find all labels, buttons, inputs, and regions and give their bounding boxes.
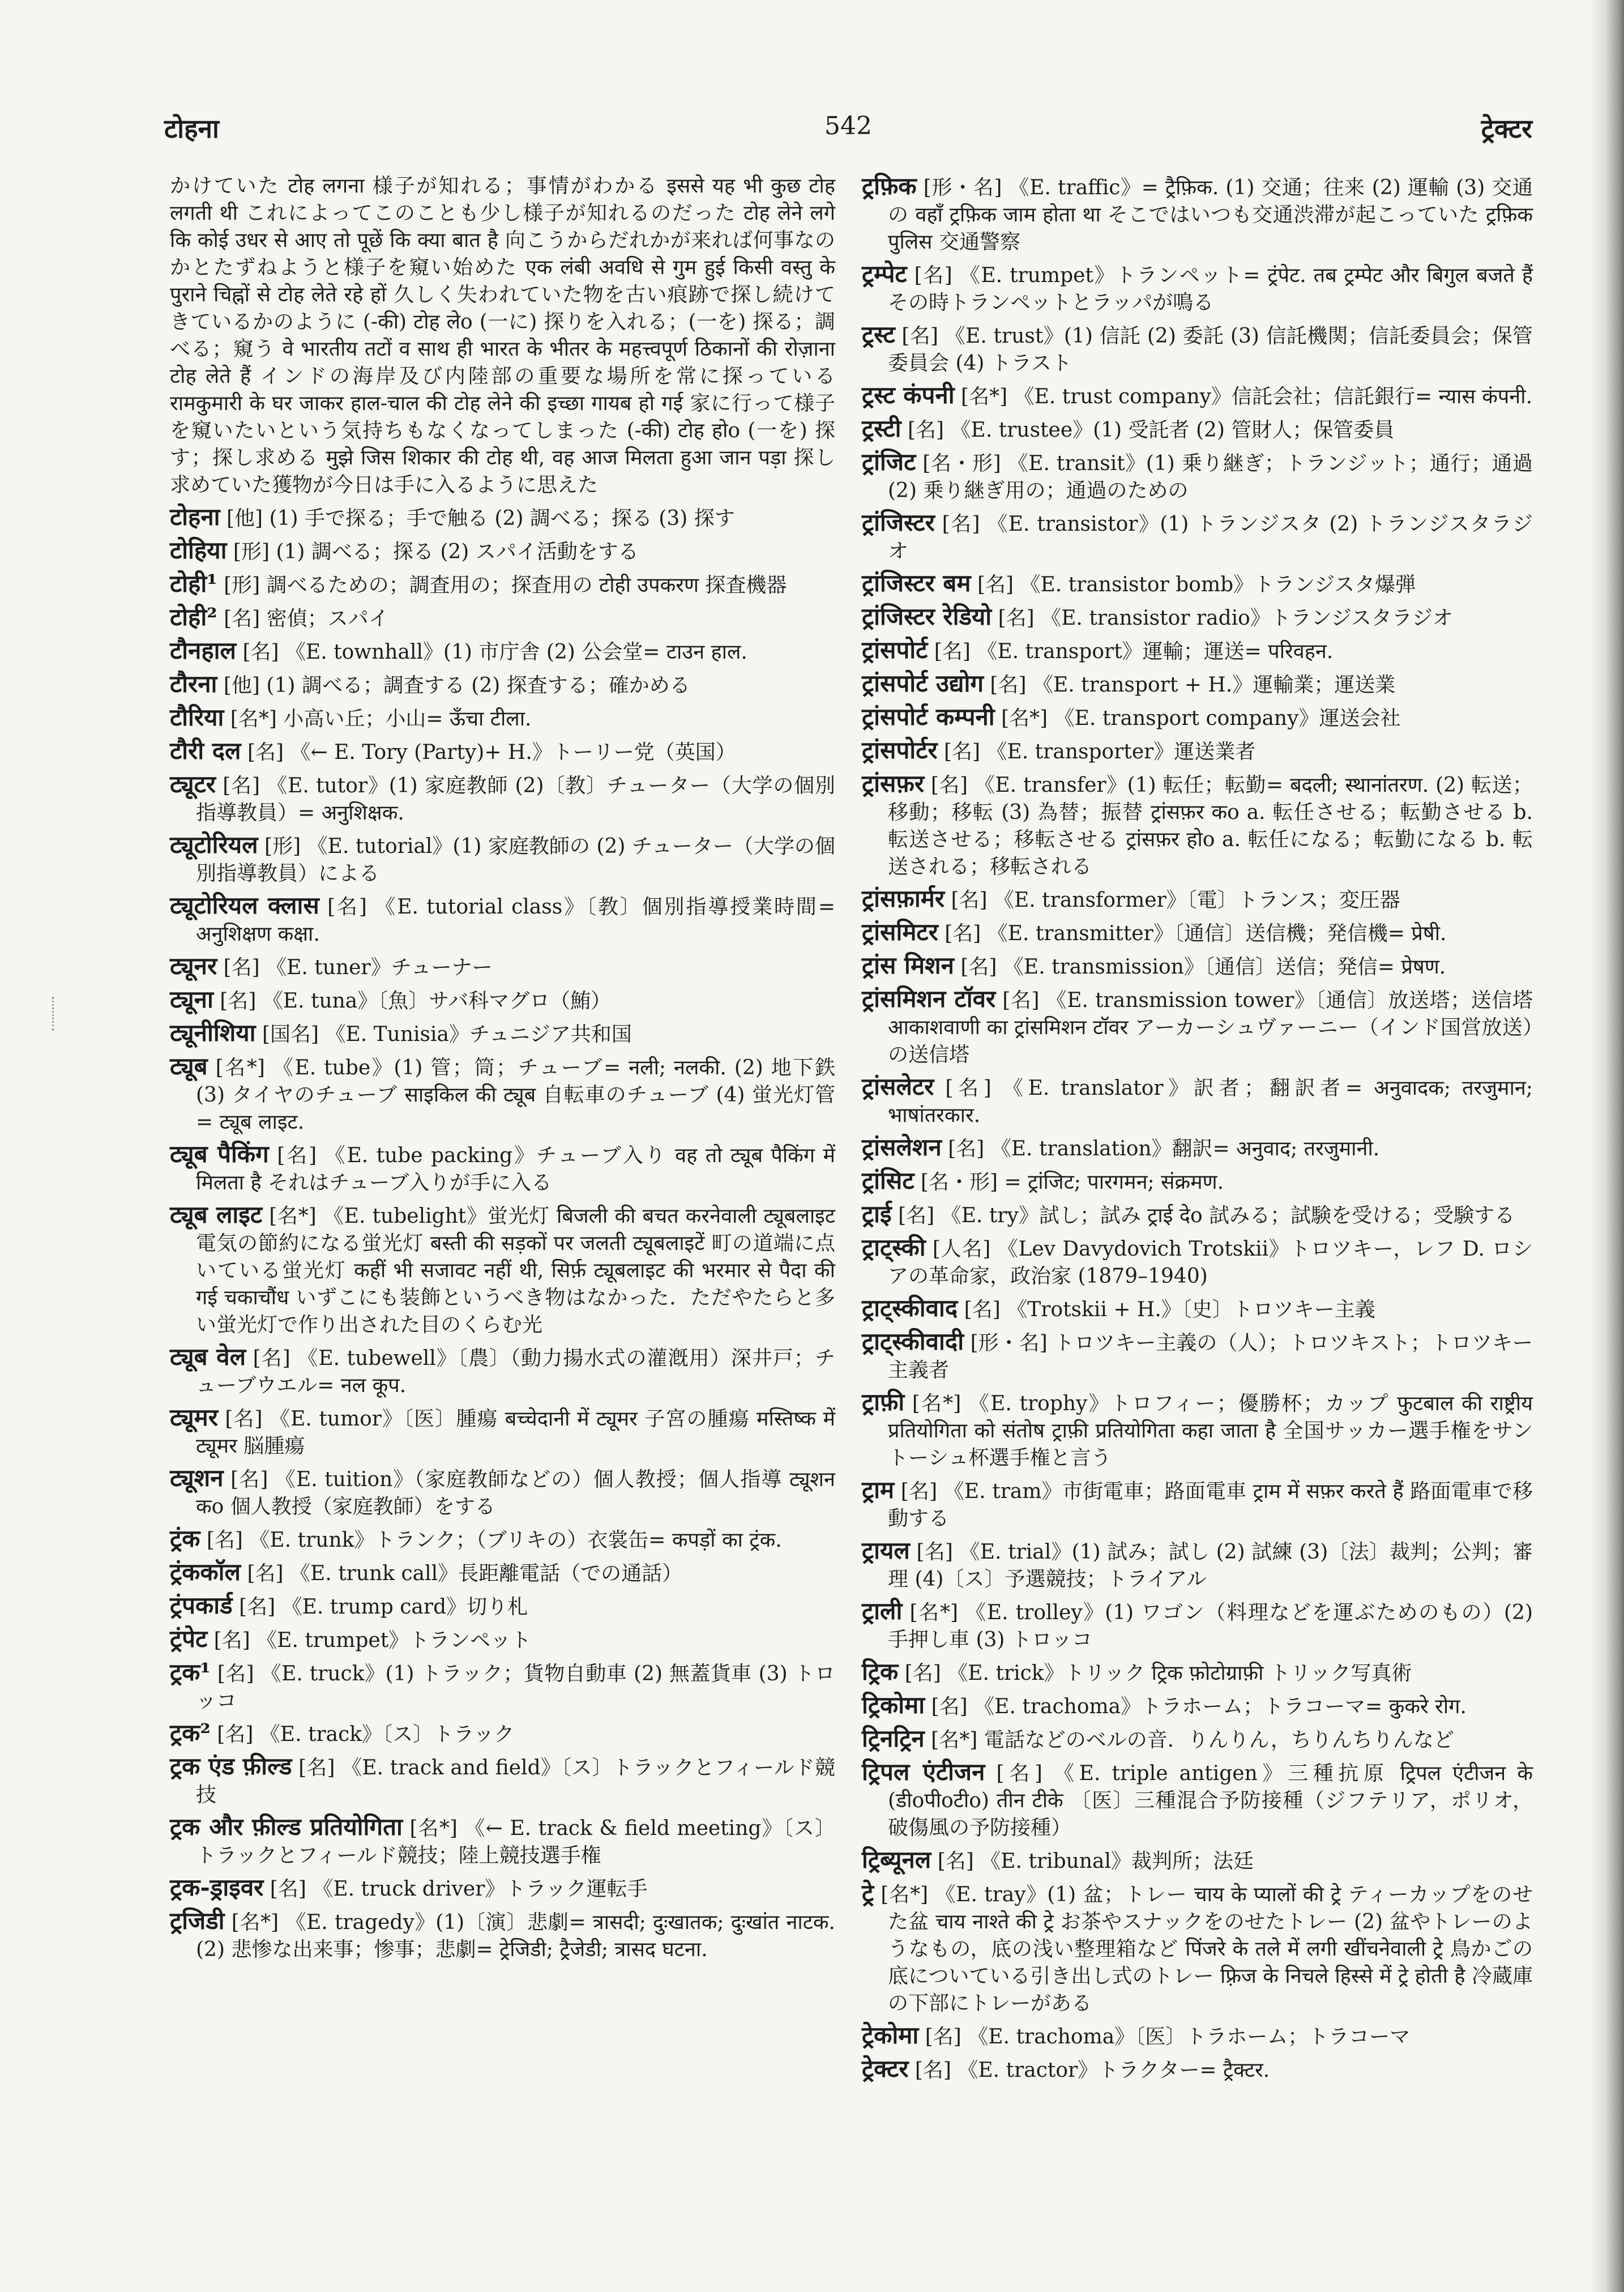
entry-headword: ट्रफ़िक — [862, 172, 917, 200]
dictionary-entry — [862, 415, 1533, 444]
entry-headword: ट्रंपकार्ड — [170, 1591, 233, 1619]
entry-headword: ट्रिब्यूनल — [862, 1846, 931, 1873]
dictionary-entry — [862, 985, 1533, 1069]
entry-headword: ट्राली — [862, 1597, 903, 1625]
entry-definition: [名] 《E. trust》(1) 信託 (2) 委託 (3) 信託機関；信託委員会；保管委員会 (4) トラスト — [888, 325, 1533, 375]
dictionary-entry — [862, 449, 1533, 505]
entry-headword: टोहिया — [170, 536, 227, 564]
entry-headword: टौरी दल — [170, 737, 241, 765]
entry-definition: かけていた टोह लगना 様子が知れる；事情がわかる इससे यह भी कुछ टोह लगती थी これによってこのことも少し様子が知れるのだった टोह लेने लगे कि कोई उधर से आए तो पूछें कि क्या बात है 向こうからだれかが来れば何事なのかとたずねようと様子を窺い始めた एक लंबी अवधि से गुम हुई किसी वस्तु के पुराने चिह्नों से टोह लेते रहे हों 久しく失われていた物を古い痕跡で探し続けてきているかのように (-की) टोह लेo (一に) 探りを入れる；(一を) 探る；調べる；窺う वे भारतीय तटों व साथ ही भारत के भीतर के महत्त्वपूर्ण ठिकानों की रोज़ाना टोह लेते हैं インドの海岸及び内陸部の重要な場所を常に探っている रामकुमारी के घर जाकर हाल-चाल की टोह लेने की इच्छा गायब हो गई 家に行って様子を窺いたいという気持ちもなくなってしまった (-की) टोह होo (一を) 探す；探し求める मुझे जिस शिकार की टोह थी, वह आज मिलता हुआ जान पड़ा 探し求めていた獲物が今日は手に入るように思えた — [170, 174, 835, 497]
dictionary-entry — [170, 986, 835, 1015]
entry-headword: ट्राट्स्कीवाद — [862, 1294, 958, 1322]
dictionary-entry — [170, 1559, 835, 1587]
entry-definition: [名] 《E. transporter》運送業者 — [937, 740, 1256, 763]
dictionary-entry — [170, 604, 835, 633]
page-binding-edge — [1590, 0, 1624, 2292]
entry-definition: [国名] 《E. Tunisia》チュニジア共和国 — [255, 1023, 632, 1046]
dictionary-entry — [862, 1725, 1533, 1754]
entry-headword: ट्रक और फ़ील्ड प्रतियोगिता — [170, 1813, 403, 1841]
entry-headword: ट्यूब — [170, 1052, 208, 1080]
dictionary-entry — [862, 1134, 1533, 1163]
dictionary-entry — [862, 603, 1533, 632]
entry-headword: ट्यूनर — [170, 952, 217, 980]
entry-definition: [名] 《E. tractor》トラクター= ट्रैक्टर. — [908, 2059, 1270, 2082]
entry-headword: ट्रांजिस्टर बम — [862, 569, 971, 597]
dictionary-entry — [862, 261, 1533, 317]
entry-headword: ट्रांसपोर्ट कम्पनी — [862, 703, 995, 731]
dictionary-entry — [170, 1719, 835, 1748]
entry-definition: [名] 《E. translation》翻訳= अनुवाद; तरजुमानी. — [941, 1137, 1380, 1160]
entry-definition: [名] 《E. transfer》(1) 転任；転勤= बदली; स्थानांतरण. (2) 転送；移動；移転 (3) 為替；振替 ट्रांसफ़र कo a. 転任させる；転勤させる b. 転送させる；移転させる ट्रांसफ़र होo a. 転任になる；転勤になる b. 転送される；移転される — [888, 774, 1533, 878]
entry-headword: ट्रांस मिशन — [862, 951, 954, 979]
entry-headword: ट्रक-ड्राइवर — [170, 1873, 264, 1901]
entry-definition: [名*] 《E. tray》(1) 盆；トレー चाय के प्यालों की ट्रे ティーカップをのせた盆 चाय नाश्ते की ट्रे お茶やスナックをのせたトレー (2) 盆やトレーのようなもの，底の浅い整理箱など पिंजरे के तले में लगी खींचनेवाली ट्रे 鳥かごの底についている引き出し式のトレー फ़्रिज के निचले हिस्से में ट्रे होती है 冷蔵庫の下部にトレーがある — [874, 1883, 1533, 2015]
entry-definition: [形・名] トロツキー主義の（人）；トロツキスト；トロツキー主義者 — [888, 1331, 1533, 1382]
left-guide-word: टोहना — [164, 113, 219, 144]
dictionary-entry — [862, 1846, 1533, 1875]
entry-headword: ट्यूटोरियल — [170, 831, 258, 859]
entry-headword: ट्रेकोमा — [862, 2021, 919, 2049]
entry-headword: ट्रक एंड फ़ील्ड — [170, 1752, 292, 1780]
entry-definition: [名] 《E. translator》訳者；翻訳者= अनुवादक; तरजुमान; भाषांतरकार. — [888, 1077, 1533, 1127]
dictionary-entry — [862, 382, 1533, 411]
entry-headword: ट्यूनीशिया — [170, 1019, 256, 1047]
entry-headword: ट्रस्टी — [862, 415, 901, 442]
entry-definition: [名] 《E. tutorial class》〔教〕個別指導授業時間= अनुशिक्षण कक्षा. — [196, 895, 835, 946]
dictionary-entry — [170, 1201, 835, 1339]
entry-definition: [名*] 《← E. track & field meeting》〔ス〕トラックとフィールド競技；陸上競技選手権 — [196, 1817, 835, 1867]
entry-definition: [名] 《E. trachoma》〔医〕トラホーム；トラコーマ — [918, 2025, 1411, 2048]
entry-headword: ट्रांसपोर्टर — [862, 736, 938, 764]
entry-headword: ट्रस्ट कंपनी — [862, 381, 955, 409]
dictionary-entry — [862, 1880, 1533, 2017]
entry-definition: [人名] 《Lev Davydovich Trotskii》トロツキー，レフ D. ロシアの革命家，政治家 (1879–1940) — [888, 1237, 1533, 1288]
dictionary-entry — [862, 885, 1533, 914]
dictionary-entry — [170, 1659, 835, 1715]
margin-mark — [52, 997, 55, 1031]
entry-headword: ट्यूमर — [170, 1403, 218, 1431]
entry-definition: [名] 《E. trunk call》長距離電話（での通話） — [241, 1562, 683, 1585]
entry-headword: ट्रिकोमा — [862, 1691, 925, 1719]
dictionary-entry — [170, 1053, 835, 1136]
dictionary-entry — [862, 570, 1533, 599]
dictionary-entry — [862, 1234, 1533, 1290]
entry-headword: ट्रांसपोर्ट उद्योग — [862, 669, 984, 697]
entry-definition: [名] 《E. track and field》〔ス〕トラックとフィールド競技 — [196, 1756, 835, 1807]
entry-headword: ट्रिनट्रिन — [862, 1725, 925, 1752]
dictionary-entry — [862, 1537, 1533, 1593]
entry-definition: [名] 《E. transmitter》〔通信〕送信機；発信機= प्रेषी. — [938, 922, 1447, 945]
dictionary-entry — [170, 1907, 835, 1964]
dictionary-entry — [862, 1476, 1533, 1533]
dictionary-entry — [862, 703, 1533, 732]
entry-definition: [名*] 《E. trust company》信託会社；信託銀行= न्यास कंपनी. — [954, 385, 1533, 408]
entry-headword: ट्राट्स्की — [862, 1234, 926, 1261]
entry-headword: ट्रांसलेशन — [862, 1133, 942, 1161]
entry-definition: [名] 《E. tutor》(1) 家庭教師 (2)〔教〕チューター（大学の個別指導教員）= अनुशिक्षक. — [196, 774, 835, 825]
entry-definition: [名] 《E. trustee》(1) 受託者 (2) 管財人；保管委員 — [901, 419, 1395, 442]
dictionary-entry — [862, 670, 1533, 699]
dictionary-entry — [170, 173, 835, 499]
entry-definition: [名] 《E. trump card》切り札 — [232, 1595, 528, 1619]
dictionary-entry — [170, 831, 835, 887]
entry-definition: [名] 《E. transmission tower》〔通信〕放送塔；送信塔 आकाशवाणी का ट्रांसमिशन टॉवर アーカーシュヴァーニー（インド国営放送）の送信塔 — [888, 989, 1533, 1066]
page-number: 542 — [824, 112, 872, 140]
entry-headword: ट्यूब लाइट — [170, 1201, 263, 1228]
entry-definition: [名] 《E. tuner》チューナー — [217, 956, 493, 979]
entry-definition: [名] 《E. transport》運輸；運送= परिवहन. — [928, 640, 1334, 663]
dictionary-entry — [170, 570, 835, 599]
dictionary-entry — [862, 1328, 1533, 1384]
entry-definition: [名] 《E. truck》(1) トラック；貨物自動車 (2) 無蓋貨車 (3) トロッコ — [196, 1662, 835, 1713]
dictionary-entry — [862, 770, 1533, 881]
page-header — [164, 110, 1532, 150]
entry-definition: [名] 《E. truck driver》トラック運転手 — [263, 1877, 648, 1901]
entry-definition: [名] 《E. townhall》(1) 市庁舎 (2) 公会堂= टाउन हाल. — [236, 641, 747, 664]
right-column — [862, 173, 1533, 2089]
entry-definition: [形] (1) 調べる；探る (2) スパイ活動をする — [226, 540, 639, 564]
entry-definition: [名] 《E. transmission》〔通信〕送信；発信= प्रेषण. — [954, 955, 1446, 979]
entry-headword: ट्यूटर — [170, 770, 216, 798]
dictionary-entry — [862, 637, 1533, 665]
dictionary-entry — [862, 2022, 1533, 2051]
entry-headword: ट्रांसफ़र — [862, 770, 924, 797]
entry-definition: [名] 《E. transistor》(1) トランジスタ (2) トランジスタラジオ — [888, 513, 1533, 563]
dictionary-entry — [170, 1625, 835, 1654]
entry-headword: टौरना — [170, 670, 217, 698]
left-column — [170, 173, 835, 1968]
dictionary-entry — [170, 1343, 835, 1399]
entry-headword: ट्रंक — [170, 1525, 200, 1552]
entry-definition: [名] 《E. triple antigen》三種抗原 ट्रिपल एंटीजन के (डीoपीoटीo) तीन टीके 〔医〕三種混合予防接種（ジフテリア，ポリオ，破傷風の予防接種） — [888, 1762, 1533, 1839]
dictionary-entry — [170, 1465, 835, 1521]
entry-headword: ट्यूना — [170, 985, 213, 1013]
entry-definition: [名] 《E. tubewell》〔農〕（動力揚水式の灌漑用）深井戸；チューブウエル= नल कूप. — [196, 1347, 835, 1397]
dictionary-entry — [170, 637, 835, 666]
entry-headword: ट्रक¹ — [170, 1658, 211, 1686]
entry-headword: ट्रांजिट — [862, 448, 916, 476]
entry-headword: ट्रांसपोर्ट — [862, 636, 928, 664]
entry-headword: ट्राफ़ी — [862, 1388, 905, 1416]
dictionary-entry — [862, 1692, 1533, 1721]
dictionary-entry — [170, 892, 835, 948]
entry-headword: ट्रिपल एंटीजन — [862, 1758, 985, 1786]
entry-headword: ट्रायल — [862, 1536, 910, 1564]
entry-headword: ट्रस्ट — [862, 321, 895, 348]
entry-definition: [名] 《E. transformer》〔電〕トランス；変圧器 — [945, 889, 1400, 912]
dictionary-entry — [170, 1525, 835, 1554]
entry-headword: ट्राई — [862, 1200, 892, 1228]
entry-definition: [名] 《E. track》〔ス〕トラック — [210, 1723, 515, 1746]
entry-definition: [名] 《E. try》試し；試み ट्राई देo 試みる；試験を受ける；受験する — [891, 1204, 1515, 1227]
dictionary-entry — [170, 537, 835, 566]
dictionary-entry — [862, 1295, 1533, 1324]
dictionary-entry — [170, 771, 835, 827]
dictionary-entry — [862, 2055, 1533, 2084]
entry-definition: [名*] 《E. trophy》トロフィー；優勝杯；カップ फुटबाल की राष्ट्रीय प्रतियोगिता को संतोष ट्राफ़ी प्रतियोगिता कहा जाता है 全国サッカー選手権をサントーシュ杯選手権と言う — [888, 1392, 1533, 1470]
entry-definition: [名*] 《E. tube》(1) 管；筒；チューブ= नली; नलकी. (2) 地下鉄 (3) タイヤのチューブ साइकिल की ट्यूब 自転車のチューブ (4) 蛍光灯管= ट्यूब लाइट. — [196, 1056, 835, 1134]
entry-definition: [名] 《E. tribunal》裁判所；法廷 — [931, 1850, 1254, 1873]
dictionary-entry — [862, 173, 1533, 256]
entry-definition: [名] 《E. trunk》トランク；（ブリキの）衣裳缶= कपड़ों का ट्रंक. — [200, 1529, 782, 1552]
entry-headword: ट्रक² — [170, 1719, 211, 1747]
entry-definition: [名*] 《E. transport company》運送会社 — [994, 707, 1401, 730]
entry-definition: [名] 《E. transistor bomb》トランジスタ爆弾 — [971, 573, 1416, 596]
entry-headword: ट्रंककॉल — [170, 1558, 241, 1586]
entry-headword: ट्राट्स्कीवादी — [862, 1328, 964, 1355]
dictionary-entry — [862, 737, 1533, 766]
entry-headword: ट्रंपेट — [170, 1625, 208, 1653]
dictionary-entry — [170, 671, 835, 699]
entry-headword: ट्रम्पेट — [862, 260, 907, 288]
entry-definition: [名] 《E. tuition》（家庭教師などの）個人教授；個人指導 ट्यूशन कo 個人教授（家庭教師）をする — [196, 1468, 835, 1518]
entry-headword: ट्रिक — [862, 1658, 899, 1685]
entry-headword: ट्रांजिस्टर रेडियो — [862, 603, 992, 630]
entry-definition: [名] 《← E. Tory (Party)+ H.》トーリー党（英国） — [241, 741, 736, 764]
dictionary-entry — [170, 1404, 835, 1460]
dictionary-entry — [862, 1658, 1533, 1687]
entry-definition: [名] 《E. tram》市街電車；路面電車 ट्राम में सफ़र करते हैं 路面電車で移動する — [888, 1480, 1533, 1530]
right-guide-word: ट्रेक्टर — [1481, 113, 1532, 144]
dictionary-entry — [862, 1073, 1533, 1129]
entry-definition: [名] 《E. trick》トリック ट्रिक फ़ोटोग्राफ़ी トリック写真術 — [898, 1662, 1412, 1685]
entry-definition: [名*] 小高い丘；小山= ऊँचा टीला. — [224, 707, 532, 731]
entry-definition: [名] 《E. tuna》〔魚〕サバ科マグロ（鮪） — [213, 989, 612, 1013]
dictionary-entry — [170, 503, 835, 532]
entry-definition: [他] (1) 手で探る；手で触る (2) 調べる；探る (3) 探す — [220, 507, 735, 530]
entry-headword: टोही² — [170, 603, 217, 631]
dictionary-entry — [862, 1389, 1533, 1472]
entry-definition: [名] 《E. transistor radio》トランジスタラジオ — [992, 607, 1453, 630]
dictionary-entry — [862, 321, 1533, 377]
entry-headword: ट्रांसफ़ार्मर — [862, 885, 945, 912]
entry-definition: [名] 密偵；スパイ — [217, 607, 389, 630]
entry-definition: [名] 《E. tube packing》チューブ入り वह तो ट्यूब पैकिंग में मिलता है それはチューブ入りが手に入る — [196, 1144, 835, 1194]
entry-definition: [名*] 《E. tubelight》蛍光灯 बिजली की बचत करनेवाली ट्यूबलाइट 電気の節約になる蛍光灯 बस्ती की सड़कों पर जलती ट्यूबलाइटें 町の道端に点いている蛍光灯 कहीं भी सजावट नहीं थी, सिर्फ़ ट्यूबलाइट की भरमार से पैदा की गई चकाचौंध いずこにも装飾というべき物はなかった．ただやたらと多い蛍光灯で作り出された目のくらむ光 — [196, 1205, 835, 1337]
entry-headword: टौनहाल — [170, 637, 237, 664]
entry-definition: [形・名] 《E. traffic》= ट्रैफ़िक. (1) 交通；往来 (2) 運輸 (3) 交通の वहाँ ट्रफ़िक जाम होता था そこではいつも交通渋滞が起こっていた ट्रफ़िक पुलिस 交通警察 — [888, 176, 1533, 254]
entry-headword: ट्यूब पैकिंग — [170, 1140, 269, 1168]
entry-headword: टोही¹ — [170, 570, 217, 597]
entry-definition: [名・形] = ट्रांजिट; पारगमन; संक्रमण. — [914, 1171, 1224, 1194]
entry-definition: [名] 《E. trachoma》トラホーム；トラコーマ= कुकरे रोग. — [925, 1695, 1467, 1718]
entry-definition: [形] 調べるための；調査用の；探査用の टोही उपकरण 探査機器 — [217, 574, 787, 597]
dictionary-entry — [170, 953, 835, 981]
entry-definition: [名] 《Trotskii + H.》〔史〕トロツキー主義 — [958, 1298, 1375, 1321]
dictionary-entry — [170, 1019, 835, 1048]
dictionary-entry — [862, 1201, 1533, 1230]
entry-definition: [名*] 電話などのベルの音．りんりん，ちりんちりんなど — [924, 1728, 1454, 1752]
entry-headword: ट्रांजिस्टर — [862, 509, 935, 536]
entry-definition: [名] 《E. transport + H.》運輸業；運送業 — [983, 673, 1396, 697]
entry-headword: ट्राम — [862, 1476, 895, 1504]
entry-definition: [名*] 《E. trolley》(1) ワゴン（料理などを運ぶためのもの）(2) 手押し車 (3) トロッコ — [888, 1601, 1533, 1651]
entry-headword: ट्यूशन — [170, 1464, 224, 1492]
dictionary-entry — [170, 1141, 835, 1197]
entry-definition: [他] (1) 調べる；調査する (2) 探査する；確かめる — [217, 674, 690, 697]
entry-definition: [名] 《E. trumpet》トランペット — [207, 1629, 532, 1652]
entry-headword: ट्यूटोरियल क्लास — [170, 891, 319, 919]
entry-headword: ट्रांसलेटर — [862, 1073, 934, 1100]
entry-headword: ट्रजिडी — [170, 1907, 225, 1935]
entry-headword: ट्यूब वेल — [170, 1343, 246, 1371]
dictionary-entry — [170, 1813, 835, 1870]
dictionary-entry — [170, 704, 835, 733]
dictionary-entry — [170, 737, 835, 766]
entry-definition: [名] 《E. trial》(1) 試み；試し (2) 試練 (3)〔法〕裁判；公判；審理 (4)〔ス〕予選競技；トライアル — [888, 1540, 1533, 1591]
entry-headword: टोहना — [170, 503, 220, 531]
entry-headword: ट्रांसमिशन टॉवर — [862, 985, 996, 1013]
entry-definition: [名] 《E. trumpet》トランペット= ट्रंपेट. तब ट्रम्पेट और बिगुल बजते हैं その時トランペットとラッパが鳴る — [888, 264, 1533, 314]
dictionary-entry — [862, 919, 1533, 947]
entry-definition: [形] 《E. tutorial》(1) 家庭教師の (2) チューター（大学の個別指導教員）による — [196, 835, 835, 885]
entry-definition: [名*] 《E. tragedy》(1)〔演〕悲劇= त्रासदी; दुःखातक; दुःखांत नाटक. (2) 悲惨な出来事；惨事；悲劇= ट्रेजिडी; ट्रैजेडी; त्रासद घटना. — [196, 1911, 835, 1961]
dictionary-entry — [862, 509, 1533, 565]
dictionary-entry — [862, 952, 1533, 981]
entry-headword: ट्रेक्टर — [862, 2055, 909, 2082]
dictionary-entry — [170, 1753, 835, 1809]
dictionary-entry — [170, 1592, 835, 1621]
dictionary-entry — [170, 1874, 835, 1903]
entry-definition: [名・形] 《E. transit》(1) 乗り継ぎ；トランジット；通行；通過 (2) 乗り継ぎ用の；通過のための — [888, 452, 1533, 502]
entry-headword: ट्रांसिट — [862, 1167, 914, 1194]
entry-headword: टौरिया — [170, 703, 224, 731]
dictionary-entry — [862, 1598, 1533, 1654]
entry-definition: [名] 《E. tumor》〔医〕腫瘍 बच्चेदानी में ट्यूमर 子宮の腫瘍 मस्तिष्क में ट्यूमर 脳腫瘍 — [196, 1407, 835, 1458]
dictionary-entry — [862, 1167, 1533, 1196]
entry-headword: ट्रांसमिटर — [862, 918, 938, 946]
entry-headword: ट्रे — [862, 1879, 874, 1907]
dictionary-entry — [862, 1759, 1533, 1842]
